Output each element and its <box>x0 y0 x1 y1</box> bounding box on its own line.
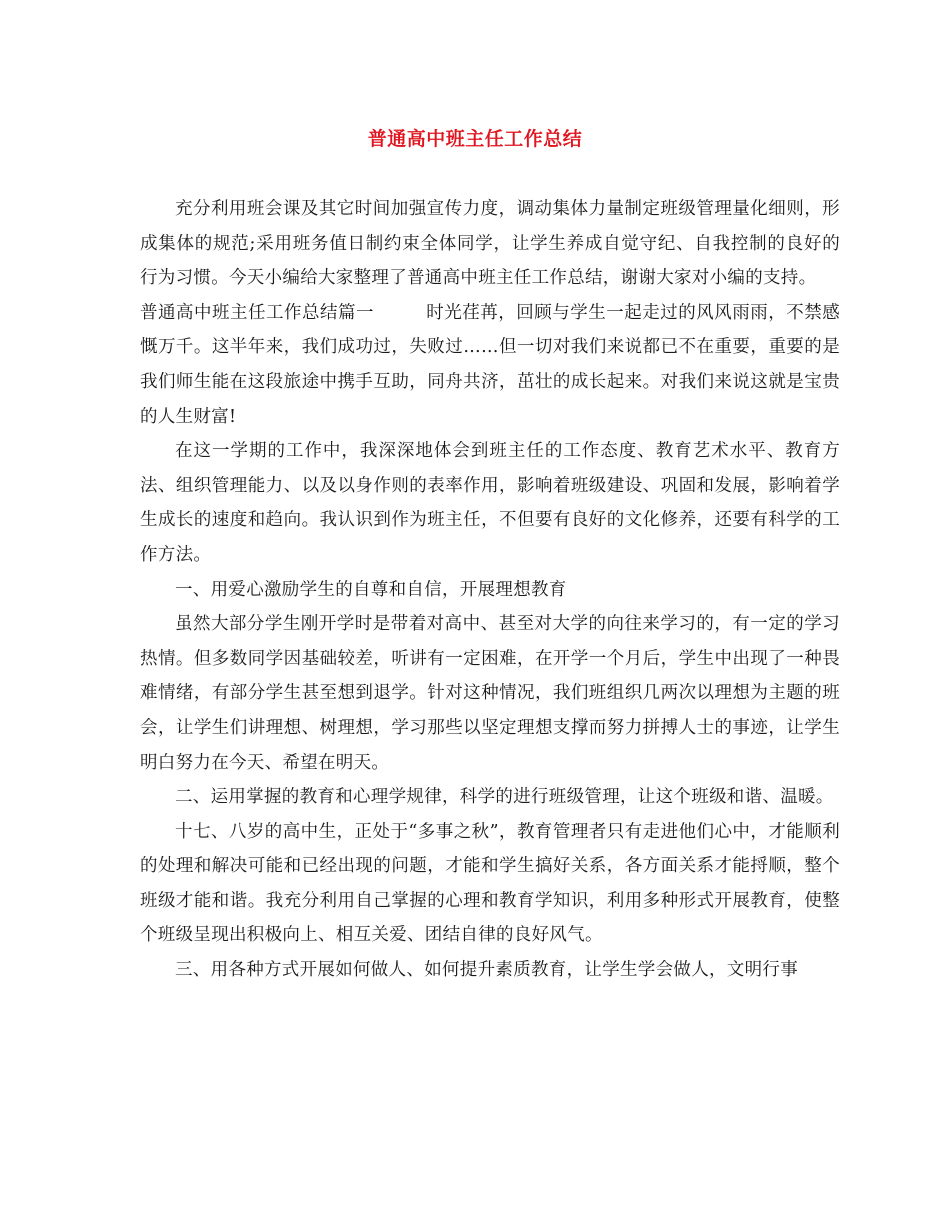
subheading-3: 三、用各种方式开展如何做人、如何提升素质教育，让学生学会做人，文明行事 <box>175 960 798 981</box>
subheading-2: 二、运用掌握的教育和心理学规律，科学的进行班级管理，让这个班级和谐、温暖。 <box>175 787 834 808</box>
section-heading: 普通高中班主任工作总结篇一 <box>140 302 374 323</box>
body-paragraph-2: 虽然大部分学生刚开学时是带着对高中、甚至对大学的向往来学习的，有一定的学习热情。但多数同学因基础较差，听讲有一定困难，在开学一个月后，学生中出现了一种畏难情绪，有部分学生甚至想到退学。针对这种情况，我们班组织几两次以理想为主题的班会，让学生们讲理想、树理想，学习那些以坚定理想支撑而努力拼搏人士的事迹，让学生明白努力在今天、希望在明天。 <box>140 614 840 773</box>
document-title: 普通高中班主任工作总结 <box>367 128 583 150</box>
body-paragraph-1: 在这一学期的工作中，我深深地体会到班主任的工作态度、教育艺术水平、教育方法、组织管理能力、以及以身作则的表率作用，影响着班级建设、巩固和发展，影响着学生成长的速度和趋向。我认识到作为班主任，不但要有良好的文化修养，还要有科学的工作方法。 <box>140 441 840 565</box>
intro-paragraph: 充分利用班会课及其它时间加强宣传力度，调动集体力量制定班级管理量化细则，形成集体的规范;采用班务值日制约束全体同学，让学生养成自觉守纪、自我控制的良好的行为习惯。今天小编给大家整理了普通高中班主任工作总结，谢谢大家对小编的支持。 <box>140 199 840 289</box>
subheading-1: 一、用爱心激励学生的自尊和自信，开展理想教育 <box>175 579 567 600</box>
document-body <box>140 192 840 988</box>
section-paragraph <box>140 296 840 434</box>
body-paragraph-3: 十七、八岁的高中生，正处于“多事之秋”，教育管理者只有走进他们心中，才能顺利的处理和解决可能和已经出现的问题，才能和学生搞好关系，各方面关系才能捋顺，整个班级才能和谐。我充分利用自己掌握的心理和教育学知识，利用多种形式开展教育，使整个班级呈现出积极向上、相互关爱、团结自律的良好风气。 <box>140 821 840 946</box>
section-intro: 时光荏苒，回顾与学生一起走过的风风雨雨，不禁感慨万千。这半年来，我们成功过，失败过……但一切对我们来说都已不在重要，重要的是我们师生能在这段旅途中携手互助，同舟共济，茁壮的成长起来。对我们来说这就是宝贵的人生财富! <box>140 302 840 427</box>
